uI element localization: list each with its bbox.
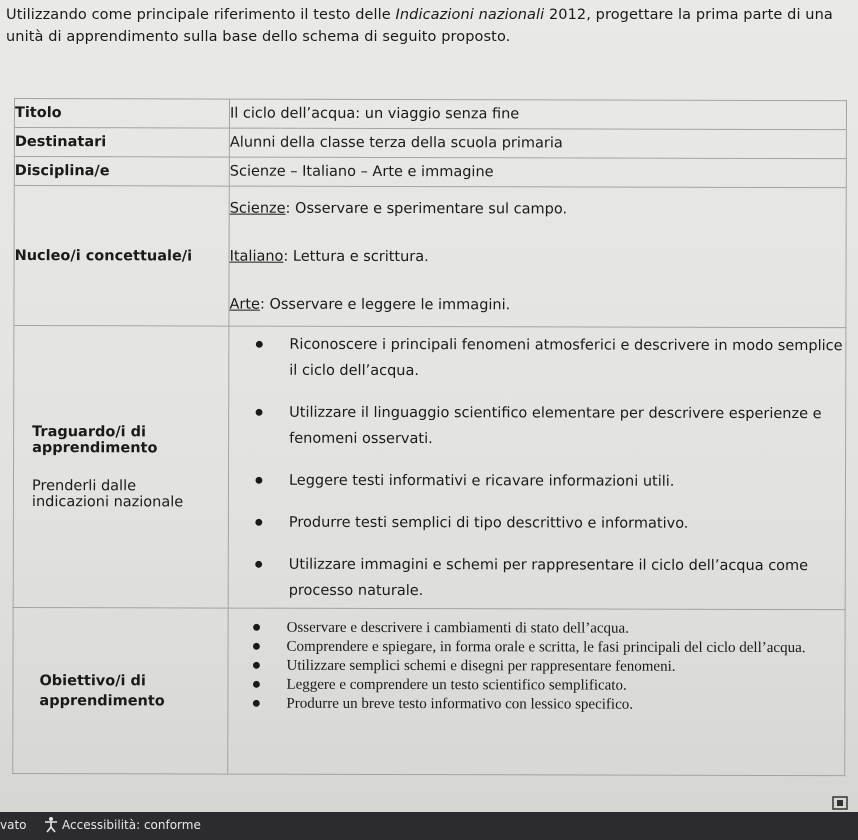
row-titolo — [14, 99, 846, 130]
obiettivo-item: ● Comprendere e spiegare, in forma orale e scritta, le fasi principali del ciclo dell’acqua. — [229, 638, 845, 659]
intro-paragraph — [6, 4, 846, 48]
focus-mode-icon[interactable] — [832, 796, 848, 813]
traguardo-item: ● Utilizzare immagini e schemi per rappresentare il ciclo dell’acqua come processo naturale. — [229, 551, 845, 605]
intro-text-start: Utilizzando come principale riferimento il testo delle — [6, 7, 396, 23]
intro-text-italic: Indicazioni nazionali — [395, 7, 545, 23]
obiettivo-item: ● Leggere e comprendere un testo scientifico semplificato. — [228, 676, 844, 697]
obiettivo-item: ● Utilizzare semplici schemi e disegni per rappresentare fenomeni. — [228, 657, 844, 678]
traguardo-item: ● Utilizzare il linguaggio scientifico elementare per descrivere esperienze e fenomeni osservati. — [229, 399, 845, 453]
obiettivo-item: ● Produrre un breve testo informativo con lessico specifico. — [228, 695, 844, 716]
destinatari-label: Destinatari — [14, 128, 229, 158]
obiettivo-item: ● Osservare e descrivere i cambiamenti di stato dell’acqua. — [229, 619, 845, 640]
traguardo-item: ● Riconoscere i principali fenomeni atmosferici e descrivere in modo semplice il ciclo dell’acqua. — [229, 331, 845, 385]
nucleo-arte: Arte: Osservare e leggere le immagini. — [229, 296, 511, 313]
nucleo-italiano: Italiano: Lettura e scrittura. — [229, 248, 429, 265]
obiettivi-label: Obiettivo/i di apprendimento — [13, 607, 228, 774]
titolo-label: Titolo — [14, 99, 229, 129]
accessibility-status[interactable]: Accessibilità: conforme — [62, 818, 201, 832]
row-nucleo — [14, 186, 846, 328]
traguardi-label: Traguardo/i di apprendimento Prenderli dalle indicazioni nazionale — [13, 326, 229, 609]
traguardo-item: ● Leggere testi informativi e ricavare informazioni utili. — [229, 467, 845, 495]
row-disciplina — [14, 157, 846, 188]
nucleo-scienze: Scienze: Osservare e sperimentare sul campo. — [229, 200, 568, 217]
row-destinatari — [14, 128, 846, 159]
intro-text-end: 2012, progettare la prima parte di una unità di apprendimento sulla base dello schema di seguito proposto. — [6, 7, 833, 45]
nucleo-value — [229, 186, 846, 328]
titolo-value: Il ciclo dell’acqua: un viaggio senza fine — [229, 99, 846, 130]
destinatari-value: Alunni della classe terza della scuola primaria — [229, 128, 846, 159]
status-bar — [0, 812, 858, 840]
disciplina-label: Disciplina/e — [14, 157, 229, 187]
obiettivi-value — [228, 608, 845, 776]
row-obiettivi — [13, 607, 845, 775]
traguardo-item: ● Produrre testi semplici di tipo descrittivo e informativo. — [229, 509, 845, 537]
status-left-text: vato — [0, 818, 27, 832]
traguardi-value — [228, 326, 846, 610]
nucleo-label: Nucleo/i concettuale/i — [14, 186, 229, 327]
disciplina-value: Scienze – Italiano – Arte e immagine — [229, 157, 846, 188]
uda-table — [12, 98, 847, 776]
accessibility-icon[interactable] — [42, 816, 60, 837]
row-traguardi — [13, 326, 846, 610]
